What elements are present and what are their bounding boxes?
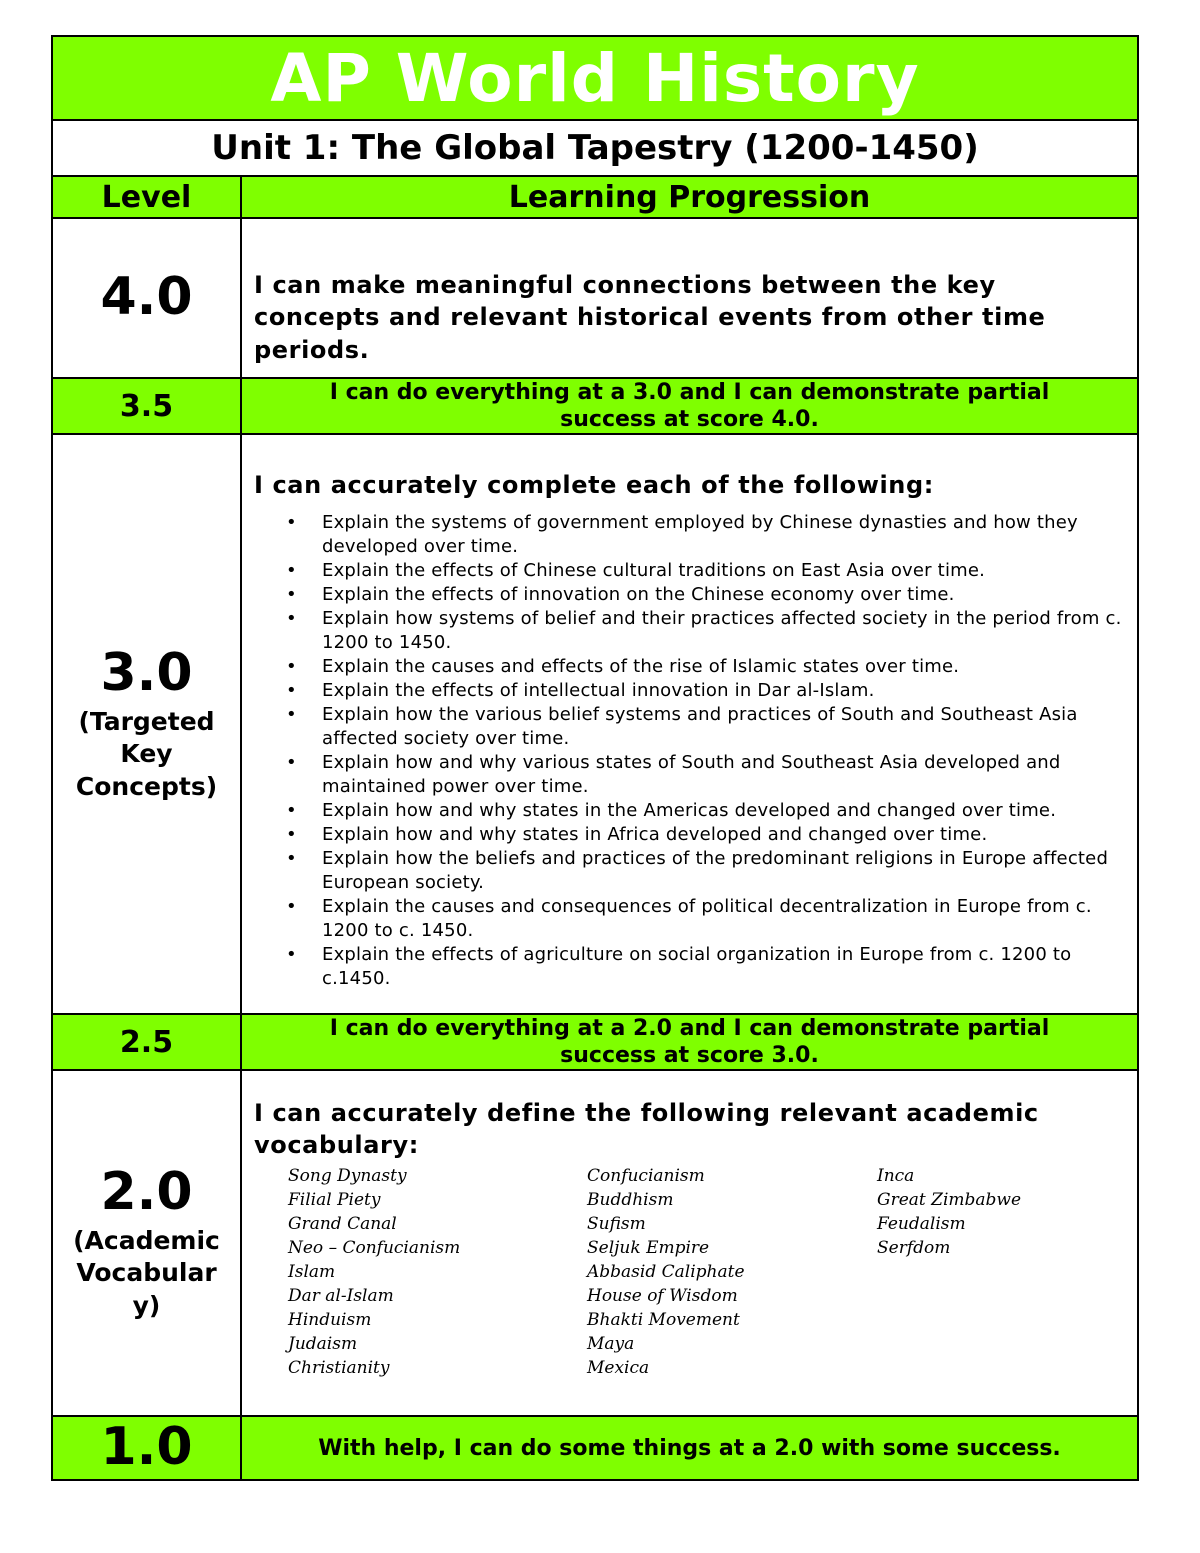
unit-subtitle-row [53, 121, 1137, 177]
list-item: • Explain the effects of Chinese cultural traditions on East Asia over time. [322, 559, 1127, 583]
level-2-row [53, 1071, 1137, 1417]
level-4-statement: I can make meaningful connections between the key concepts and relevant historical events from other time periods. [254, 271, 1046, 364]
list-item: • Explain the effects of intellectual innovation in Dar al-Islam. [322, 679, 1127, 703]
level-1-description-cell [242, 1417, 1137, 1479]
key-concepts-list [254, 511, 1127, 991]
level-3-intro: I can accurately complete each of the following: [254, 471, 934, 499]
list-item: • Explain how and why various states of South and Southeast Asia developed and maintained power over time. [322, 751, 1127, 799]
level-3-5-score: 3.5 [119, 388, 174, 424]
vocab-term: Abbasid Caliphate [587, 1261, 745, 1282]
level-1-statement: With help, I can do some things at a 2.0 with some success. [318, 1435, 1061, 1461]
header-row [53, 177, 1137, 219]
vocab-term: Sufism [587, 1213, 646, 1234]
list-item: • Explain the causes and effects of the rise of Islamic states over time. [322, 655, 1127, 679]
level-2-sublabel: (Academic Vocabular y) [73, 1225, 220, 1320]
list-item: • Explain the effects of agriculture on social organization in Europe from c. 1200 to c.1450. [322, 943, 1127, 991]
list-item: • Explain how systems of belief and their practices affected society in the period from c. 1200 to 1450. [322, 607, 1127, 655]
level-4-score: 4.0 [100, 267, 193, 328]
vocabulary-list [254, 1164, 1127, 1384]
level-2-intro: I can accurately define the following relevant academic vocabulary: [254, 1099, 1039, 1160]
vocab-term: Grand Canal [288, 1213, 397, 1234]
vocab-term: House of Wisdom [587, 1285, 738, 1306]
vocab-term: Inca [877, 1165, 915, 1186]
list-item: • Explain the systems of government employed by Chinese dynasties and how they developed over time. [322, 511, 1127, 559]
level-3-cell [53, 435, 242, 1013]
level-4-description-cell [242, 219, 1137, 377]
level-4-cell [53, 219, 242, 377]
vocab-term: Maya [587, 1333, 635, 1354]
vocab-term: Seljuk Empire [587, 1237, 710, 1258]
list-item: • Explain how the beliefs and practices of the predominant religions in Europe affected European society. [322, 847, 1127, 895]
list-item: • Explain how and why states in the Americas developed and changed over time. [322, 799, 1127, 823]
vocab-term: Feudalism [877, 1213, 966, 1234]
vocab-column-3 [877, 1164, 1021, 1260]
vocab-term: Hinduism [288, 1309, 372, 1330]
level-3-5-statement: I can do everything at a 3.0 and I can demonstrate partial success at score 4.0. [329, 379, 1050, 432]
level-2-5-statement: I can do everything at a 2.0 and I can demonstrate partial success at score 3.0. [329, 1015, 1050, 1068]
vocab-term: Mexica [587, 1357, 650, 1378]
level-3-5-cell [53, 379, 242, 433]
level-2-5-score: 2.5 [119, 1024, 174, 1060]
vocab-term: Dar al-Islam [288, 1285, 394, 1306]
vocab-term: Great Zimbabwe [877, 1189, 1022, 1210]
vocab-term: Bhakti Movement [587, 1309, 740, 1330]
unit-subtitle: Unit 1: The Global Tapestry (1200-1450) [211, 128, 979, 168]
level-3-5-description-cell [242, 379, 1137, 433]
level-1-score: 1.0 [100, 1417, 193, 1478]
level-header-cell [53, 177, 242, 217]
page-title: AP World History [270, 39, 920, 117]
level-2-5-cell [53, 1015, 242, 1069]
level-3-5-row [53, 379, 1137, 435]
list-item: • Explain the effects of innovation on the Chinese economy over time. [322, 583, 1127, 607]
vocab-column-2 [587, 1164, 745, 1380]
vocab-term: Judaism [288, 1333, 358, 1354]
level-header: Level [101, 179, 192, 215]
list-item: • Explain the causes and consequences of political decentralization in Europe from c. 1200 to c. 1450. [322, 895, 1127, 943]
vocab-term: Confucianism [587, 1165, 705, 1186]
level-1-cell [53, 1417, 242, 1479]
vocab-term: Filial Piety [288, 1189, 381, 1210]
progression-header-cell [242, 177, 1137, 217]
learning-scale-table [51, 35, 1139, 1481]
title-banner [53, 37, 1137, 121]
level-3-row [53, 435, 1137, 1015]
vocab-term: Song Dynasty [288, 1165, 407, 1186]
level-2-description-cell [242, 1071, 1137, 1415]
list-item: • Explain how the various belief systems and practices of South and Southeast Asia affected society over time. [322, 703, 1127, 751]
vocab-term: Christianity [288, 1357, 390, 1378]
level-3-sublabel: (Targeted Key Concepts) [75, 706, 218, 801]
vocab-term: Neo – Confucianism [288, 1237, 461, 1258]
vocab-term: Islam [288, 1261, 336, 1282]
level-2-5-description-cell [242, 1015, 1137, 1069]
vocab-column-1 [288, 1164, 460, 1380]
vocab-term: Serfdom [877, 1237, 951, 1258]
level-4-row [53, 219, 1137, 379]
level-1-row [53, 1417, 1137, 1479]
level-2-score: 2.0 [100, 1161, 193, 1222]
level-2-cell [53, 1071, 242, 1415]
list-item: • Explain how and why states in Africa developed and changed over time. [322, 823, 1127, 847]
vocab-term: Buddhism [587, 1189, 674, 1210]
progression-header: Learning Progression [508, 179, 871, 215]
level-3-description-cell [242, 435, 1137, 1013]
level-3-score: 3.0 [100, 642, 193, 703]
level-2-5-row [53, 1015, 1137, 1071]
